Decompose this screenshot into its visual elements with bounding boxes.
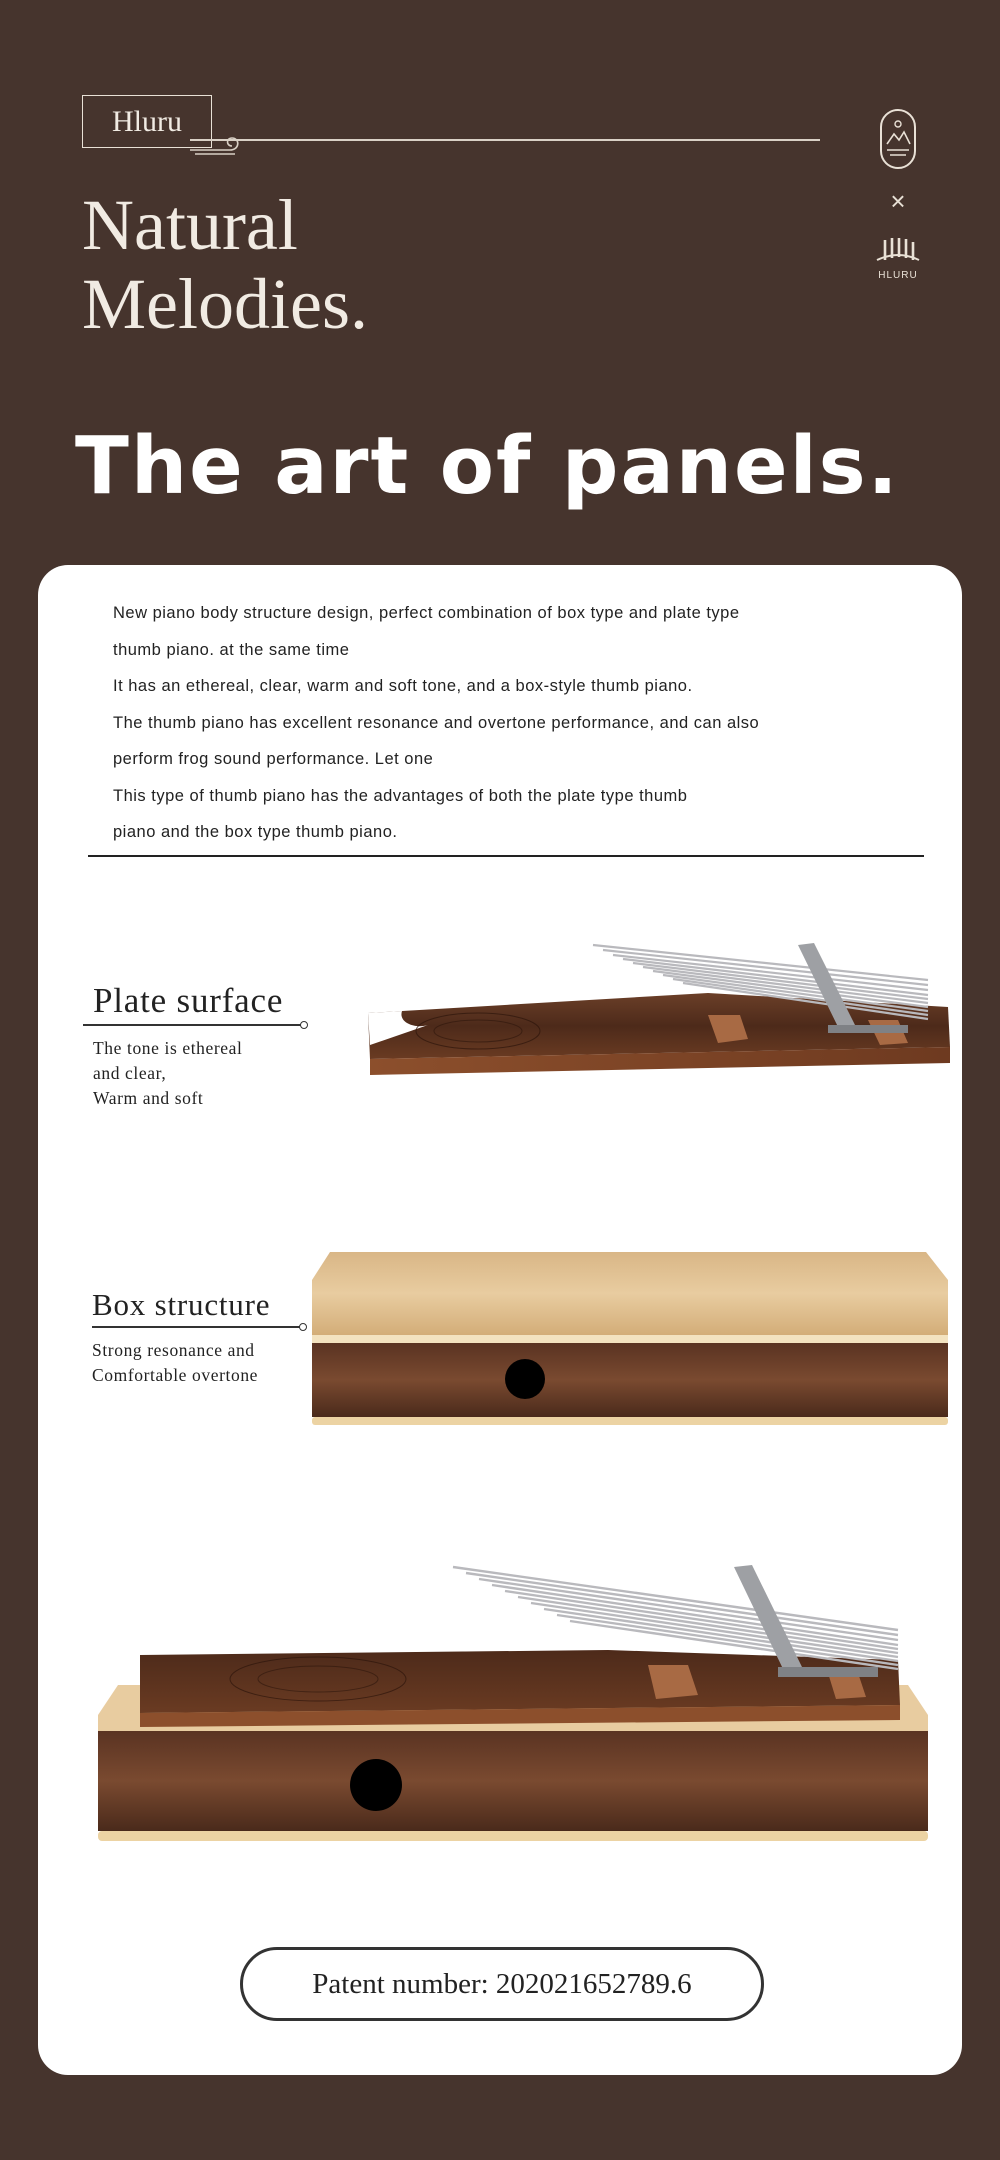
side-logo-text: HLURU: [878, 270, 918, 281]
patent-number-badge: Patent number: 202021652789.6: [240, 1947, 764, 2021]
brand-flourish-icon: [190, 128, 250, 158]
plate-kalimba-image: [328, 925, 968, 1115]
section-divider: [88, 855, 924, 857]
header-rule: [190, 139, 820, 141]
mountain-emblem-icon: [879, 108, 917, 170]
intro-line: New piano body structure design, perfect combination of box type and plate type: [113, 604, 740, 622]
intro-line: perform frog sound performance. Let one: [113, 750, 434, 768]
box-label: [92, 1287, 302, 1388]
intro-paragraph: [113, 595, 913, 851]
hero-line-1: Natural: [82, 185, 298, 265]
intro-line: The thumb piano has excellent resonance and overtone performance, and can also: [113, 713, 760, 732]
box-description: Strong resonance and Comfortable overtone: [92, 1339, 259, 1385]
plate-title: Plate surface: [93, 981, 284, 1020]
box-title: Box structure: [92, 1287, 271, 1322]
intro-line: piano and the box type thumb piano.: [113, 823, 398, 841]
intro-line: It has an ethereal, clear, warm and soft tone, and a box-style thumb piano.: [113, 677, 693, 695]
brand-logo: Hluru: [82, 95, 212, 148]
hero-line-2: Melodies.: [82, 264, 368, 344]
side-logo-group: [870, 108, 926, 281]
content-card: [38, 565, 962, 2075]
intro-line: thumb piano. at the same time: [113, 640, 350, 659]
combined-kalimba-image: [88, 1545, 958, 1885]
plate-underline: [83, 1024, 303, 1026]
plate-description: The tone is ethereal and clear, Warm and soft: [93, 1037, 243, 1108]
hero-title: [82, 186, 368, 344]
box-kalimba-image: [308, 1250, 958, 1430]
headline: The art of panels.: [75, 420, 900, 512]
plate-label: [93, 981, 303, 1111]
intro-line: This type of thumb piano has the advantages of both the plate type thumb: [113, 786, 688, 805]
close-icon: ×: [890, 186, 906, 216]
box-underline: [92, 1326, 302, 1328]
kalimba-logo-icon: [873, 236, 923, 268]
